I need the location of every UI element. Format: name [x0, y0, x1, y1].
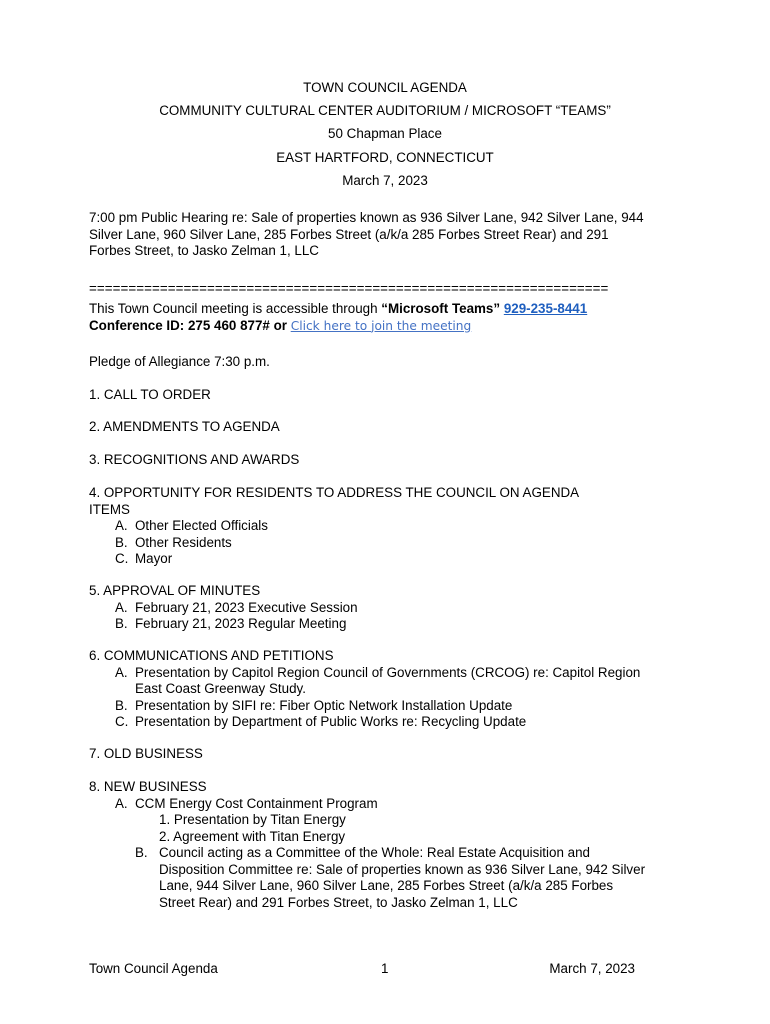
city-state: EAST HARTFORD, CONNECTICUT: [276, 149, 494, 165]
sub-sub-item: 1. Presentation by Titan Energy: [159, 812, 346, 827]
sub-item: A. Presentation by Capitol Region Council of Governments (CRCOG) re: Capitol Region East Coast Greenway Study.: [115, 664, 641, 696]
sub-item: A. February 21, 2023 Executive Session: [115, 599, 358, 615]
teams-text: This Town Council meeting is accessible through: [89, 301, 382, 316]
sub-item: B. Other Residents: [115, 534, 232, 550]
sub-item: A. Other Elected Officials: [115, 518, 268, 533]
item-title: 4. OPPORTUNITY FOR RESIDENTS TO ADDRESS THE COUNCIL ON AGENDA ITEMS: [89, 485, 579, 517]
teams-app-name: “Microsoft Teams”: [381, 301, 501, 316]
item-resident-opportunity: [89, 485, 609, 568]
teams-phone-link[interactable]: 929-235-8441: [503, 301, 588, 316]
item-title: 6. COMMUNICATIONS AND PETITIONS: [89, 648, 334, 663]
item-old-business: 7. OLD BUSINESS: [89, 746, 203, 761]
conference-id: Conference ID: 275 460 877# or: [89, 317, 291, 333]
pledge-of-allegiance: Pledge of Allegiance 7:30 p.m.: [89, 354, 270, 369]
join-meeting-link[interactable]: Click here to join the meeting: [290, 318, 472, 333]
sub-item: C. Mayor: [115, 551, 173, 566]
item-title: 8. NEW BUSINESS: [89, 779, 207, 794]
venue: COMMUNITY CULTURAL CENTER AUDITORIUM / MICROSOFT “TEAMS”: [159, 103, 611, 119]
public-hearing-notice: 7:00 pm Public Hearing re: Sale of properties known as 936 Silver Lane, 942 Silver Lane, 944 Silver Lane, 960 Silver Lane, 285 Forbes Street (a/k/a 285 Forbes Street Rear) and 291 Forbes Street, to Jasko Zelman 1, LLC: [89, 210, 644, 258]
item-communications: [89, 648, 649, 731]
footer-title: Town Council Agenda: [89, 961, 218, 976]
sub-item: A. CCM Energy Cost Containment Program: [115, 795, 378, 811]
agenda-title: TOWN COUNCIL AGENDA: [303, 80, 467, 95]
sub-sub-item: 2. Agreement with Titan Energy: [159, 828, 346, 844]
item-amendments: 2. AMENDMENTS TO AGENDA: [89, 419, 280, 434]
meeting-date: March 7, 2023: [342, 172, 428, 188]
teams-access-info: [89, 301, 669, 334]
sub-item: B. Presentation by SIFI re: Fiber Optic Network Installation Update: [115, 697, 513, 713]
sub-item: B. February 21, 2023 Regular Meeting: [115, 616, 347, 631]
item-call-to-order: 1. CALL TO ORDER: [89, 387, 211, 402]
address: 50 Chapman Place: [328, 126, 442, 142]
item-title: 5. APPROVAL OF MINUTES: [89, 583, 261, 598]
item-approval-of-minutes: [89, 583, 649, 633]
footer-date: March 7, 2023: [549, 961, 635, 976]
sub-item: B. Council acting as a Committee of the Whole: Real Estate Acquisition and Disposition Committee re: Sale of properties known as 936 Silver Lane, 942 Silver Lane, 944 Silver Lane, 960 Silver Lane, 285 Forbes Street (a/k/a 285 Forbes Street Rear) and 291 Forbes Street, to Jasko Zelman 1, LLC: [135, 845, 646, 910]
sub-item: C. Presentation by Department of Public Works re: Recycling Update: [115, 714, 527, 729]
item-recognitions: 3. RECOGNITIONS AND AWARDS: [89, 452, 300, 467]
page-number: 1: [381, 961, 389, 976]
agenda-header: [0, 80, 770, 196]
separator-line: ==================================================================: [89, 281, 609, 296]
page-footer: [89, 961, 635, 979]
item-new-business: [89, 779, 649, 911]
